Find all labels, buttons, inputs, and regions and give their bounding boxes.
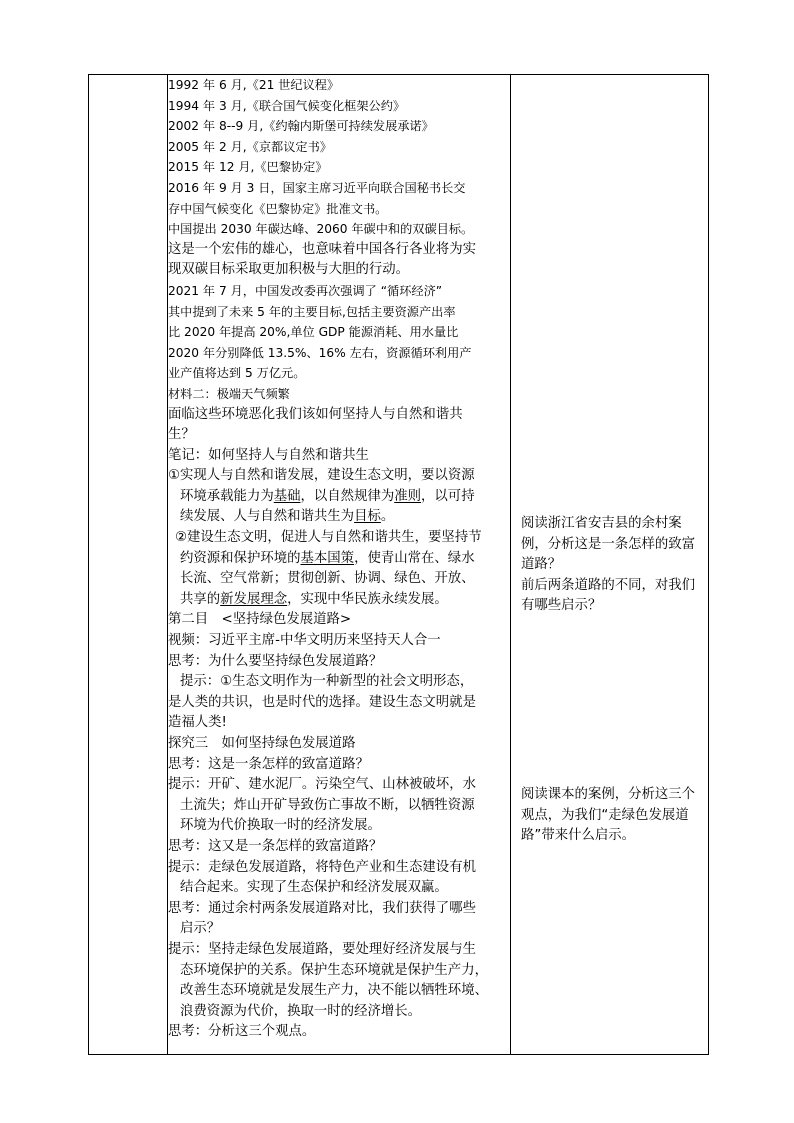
- material-two-heading: 材料二：极端天气频繁: [168, 386, 290, 401]
- note-two-line: 共享的新发展理念，实现中华民族永续发展。: [180, 591, 448, 607]
- think-line: 思考：分析这三个观点。: [168, 1024, 316, 1040]
- activity-line: 道路？: [521, 557, 562, 573]
- think-line: 思考：为什么要坚持绿色发展道路？: [168, 653, 383, 669]
- hint-line: 结合起来。实现了生态保护和经济发展双赢。: [180, 880, 448, 896]
- circular-economy-line: 2021 年 7 月，中国发改委再次强调了 “循环经济”: [168, 283, 443, 298]
- note-two-line: 长流、空气常新；贯彻创新、协调、绿色、开放、: [180, 571, 475, 587]
- hint-line: 造福人类!: [168, 715, 227, 731]
- left-blank-cell: [89, 75, 168, 1055]
- circular-economy-line: 2020 年分别降低 13.5%、16% 左右，资源循环利用产: [168, 345, 472, 360]
- dual-carbon-line: 这是一个宏伟的雄心，也意味着中国各行各业将为实: [168, 241, 476, 257]
- hint-line: 改善生态环境就是发展生产力，决不能以牺牲环境、: [180, 983, 488, 999]
- paris-ratification-line: 存中国气候变化《巴黎协定》批准文书。: [168, 201, 388, 216]
- paris-ratification-line: 2016 年 9 月 3 日，国家主席习近平向联合国秘书长交: [168, 180, 466, 195]
- circular-economy-line: 比 2020 年提高 20%,单位 GDP 能源消耗、用水量比: [168, 325, 459, 340]
- timeline-item: 1994 年 3 月,《联合国气候变化框架公约》: [168, 98, 406, 113]
- hint-line: 提示：走绿色发展道路，将特色产业和生态建设有机: [168, 859, 476, 875]
- section-two-heading: 第二目 <坚持绿色发展道路>: [168, 612, 352, 628]
- explore-three-heading: 探究三 如何坚持绿色发展道路: [168, 736, 356, 751]
- note-two-line: 约资源和保护环境的基本国策，使青山常在、绿水: [180, 550, 475, 566]
- dual-carbon-line: 中国提出 2030 年碳达峰、2060 年碳中和的双碳目标。: [168, 222, 474, 237]
- note-one-line: 续发展、人与自然和谐共生为目标。: [180, 509, 395, 525]
- hint-line: 提示：①生态文明作为一种新型的社会文明形态，: [180, 674, 474, 690]
- video-line: 视频：习近平主席-中华文明历来坚持天人合一: [168, 633, 441, 649]
- student-activity-block: [517, 785, 711, 847]
- hint-line: 提示：开矿、建水泥厂。污染空气、山林被破坏，水: [168, 777, 476, 793]
- hint-line: 土流失；炸山开矿导致伤亡事故不断，以牺牲资源: [180, 797, 475, 813]
- notes-title: 笔记：如何坚持人与自然和谐共生: [168, 447, 369, 463]
- question-line: 面临这些环境恶化我们该如何坚持人与自然和谐共: [168, 406, 463, 422]
- student-activity-block: [517, 514, 711, 617]
- activity-line: 有哪些启示？: [521, 598, 602, 614]
- note-one-line: ①实现人与自然和谐发展，建设生态文明，要以资源: [168, 468, 475, 484]
- note-two-line: ②建设生态文明，促进人与自然和谐共生，要坚持节: [175, 530, 482, 546]
- timeline-item: 2015 年 12 月,《巴黎协定》: [168, 160, 328, 175]
- activity-line: 例，分析这是一条怎样的致富: [521, 536, 696, 552]
- timeline-item: 2002 年 8--9 月,《约翰内斯堡可持续发展承诺》: [168, 119, 434, 134]
- activity-line: 路”带来什么启示。: [521, 828, 636, 844]
- think-line: 思考：这是一条怎样的致富道路？: [168, 756, 369, 772]
- hint-line: 是人类的共识，也是时代的选择。建设生态文明就是: [168, 694, 476, 710]
- hint-line: 浪费资源为代价，换取一时的经济增长。: [180, 1003, 422, 1019]
- timeline-item: 1992 年 6 月,《21 世纪议程》: [168, 78, 340, 92]
- teaching-content-cell: [168, 75, 511, 1055]
- circular-economy-line: 其中提到了未来 5 年的主要目标,包括主要资源产出率: [168, 304, 456, 319]
- dual-carbon-line: 现双碳目标采取更加积极与大胆的行动。: [168, 262, 410, 278]
- activity-line: 前后两条道路的不同，对我们: [521, 577, 696, 593]
- question-line: 生？: [168, 427, 195, 443]
- hint-line: 态环境保护的关系。保护生态环境就是保护生产力，: [180, 962, 488, 978]
- activity-line: 观点，为我们“走绿色发展道: [521, 807, 689, 823]
- activity-line: 阅读课本的案例，分析这三个: [521, 787, 696, 802]
- think-line: 启示？: [180, 921, 221, 937]
- hint-line: 环境为代价换取一时的经济发展。: [180, 818, 381, 834]
- circular-economy-line: 业产值将达到 5 万亿元。: [168, 366, 306, 381]
- think-line: 思考：这又是一条怎样的致富道路？: [168, 838, 383, 854]
- timeline-item: 2005 年 2 月,《京都议定书》: [168, 139, 332, 154]
- hint-line: 提示：坚持走绿色发展道路，要处理好经济发展与生: [168, 941, 476, 957]
- think-line: 思考：通过余村两条发展道路对比，我们获得了哪些: [168, 900, 476, 916]
- note-one-line: 环境承载能力为基础，以自然规律为准则，以可持: [180, 488, 475, 504]
- activity-line: 阅读浙江省安吉县的余村案: [521, 516, 682, 531]
